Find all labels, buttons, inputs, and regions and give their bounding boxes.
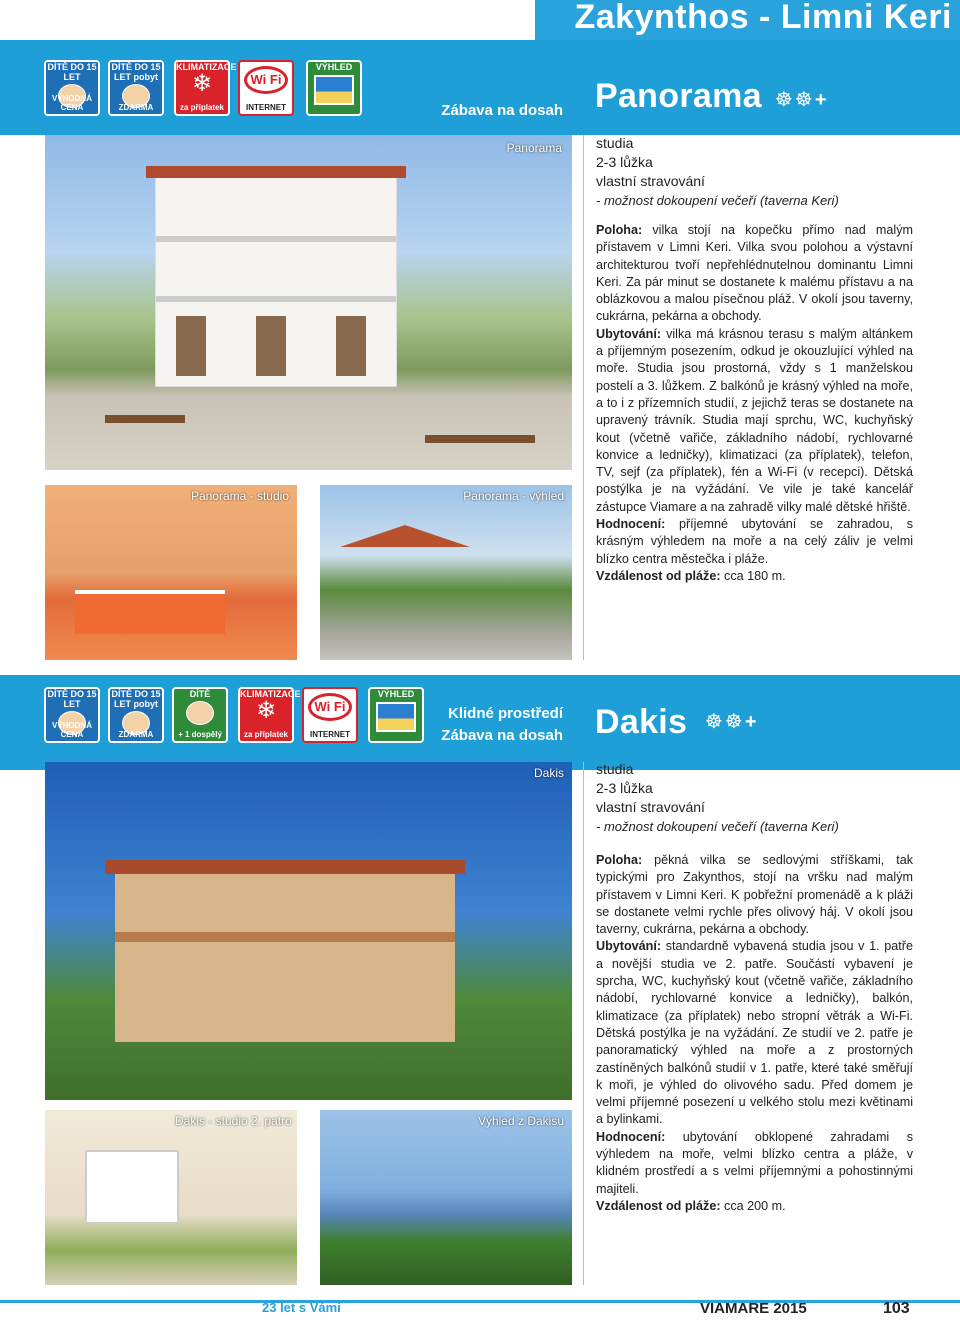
- panorama-studio-photo: [45, 485, 297, 660]
- page-title: Zakynthos - Limni Keri: [574, 0, 952, 36]
- wifi-icon: Wi Fi: [308, 693, 352, 721]
- section-label: Hodnocení:: [596, 517, 666, 532]
- badge-wifi: Wi Fi INTERNET: [238, 60, 294, 116]
- photo-caption: Panorama - výhled: [463, 489, 564, 503]
- badge-sea-view: VÝHLED: [306, 60, 362, 116]
- dakis-description: [596, 852, 913, 1215]
- gazebo-roof: [340, 525, 470, 547]
- room-type: studia: [596, 135, 634, 151]
- section-label: Ubytování:: [596, 326, 662, 341]
- badge-air-conditioning: KLIMATIZACE ❄ za příplatek: [238, 687, 294, 743]
- section-text: vilka stojí na kopečku přímo nad malým přístavem v Limni Keri. Vilka svou polohou a výstavní architekturou tvoří nepřehlédnutelnou dominantu Limni Keri. Za pár minut se dostanete k malému přístavu a na oblázkovou a malou písečnou pláž. V okolí jsou taverny, cukrárna, pekárna a obchody.: [596, 223, 913, 324]
- photo-caption: Dakis - studio 2. patro: [175, 1114, 292, 1128]
- section-label: Poloha:: [596, 853, 643, 867]
- dakis-header-bar: [0, 675, 960, 770]
- section-text: pěkná vilka se sedlovými stříškami, tak typickými pro Zakynthos, stojí na vršku nad malým přístavem v Limni Keri. K pobřežní promenádě a k pláži se dostanete velmi rychle přes olivový háj. V okolí jsou taverny, cukrárna, pekárna a obchody.: [596, 853, 913, 937]
- dakis-info: [596, 760, 916, 836]
- board: vlastní stravování: [596, 173, 705, 189]
- dakis-main-photo: [45, 762, 572, 1100]
- section-label: Ubytování:: [596, 939, 662, 954]
- photo-caption: Panorama - studio: [190, 489, 289, 503]
- section-label: Vzdálenost od pláže:: [596, 568, 721, 583]
- snowflake-icon: ❄: [255, 697, 277, 724]
- dakis-hotel-name: Dakis: [595, 703, 688, 741]
- badge-child-discount: DÍTĚ DO 15 LET VÝHODNÁ CENA: [44, 687, 100, 743]
- panorama-hotel-name: Panorama: [595, 77, 762, 115]
- section-label: Hodnocení:: [596, 1129, 666, 1144]
- section-label: Vzdálenost od pláže:: [596, 1198, 721, 1213]
- footer-brand: VIAMARE 2015: [700, 1300, 807, 1317]
- panorama-view-photo: [320, 485, 572, 660]
- bed: [75, 590, 225, 634]
- section-text: ubytování obklopené zahradami s výhledem na moře, velmi blízko centra a pláže, v klidném prostředí a s velmi příjemnými a pohostinnými majiteli.: [596, 1129, 913, 1196]
- board-note: - možnost dokoupení večeří (taverna Keri): [596, 819, 839, 834]
- section-text: příjemné ubytování se zahradou, s krásným výhledem na moře a na celý záliv je velmi blízko centra městečka i pláže.: [596, 517, 913, 566]
- board-note: - možnost dokoupení večeří (taverna Keri): [596, 193, 839, 208]
- panorama-main-photo: [45, 135, 572, 470]
- window: [85, 1150, 179, 1224]
- badge-child-free: DÍTĚ DO 15 LET pobyt ZDARMA: [108, 687, 164, 743]
- dakis-view-photo: [320, 1110, 572, 1285]
- badge-child-plus-adult: DÍTĚ + 1 dospělý: [172, 687, 228, 743]
- patio-table: [425, 435, 535, 443]
- villa-building: [155, 175, 397, 387]
- dakis-star-rating: ☸☸+: [705, 711, 759, 733]
- page-number: 103: [883, 1300, 910, 1317]
- footer-slogan: 23 let s Vámi: [262, 1300, 341, 1315]
- patio-table: [105, 415, 185, 423]
- room-type: studia: [596, 761, 634, 777]
- villa-roof: [146, 166, 406, 178]
- photo-caption: Dakis: [533, 766, 564, 780]
- family-icon: [186, 701, 214, 725]
- snowflake-icon: ❄: [191, 70, 213, 97]
- badge-child-discount: DÍTĚ DO 15 LET VÝHODNÁ CENA: [44, 60, 100, 116]
- section-text: cca 200 m.: [720, 1198, 786, 1213]
- dakis-studio-photo: [45, 1110, 297, 1285]
- villa-building: [115, 872, 455, 1042]
- beds: 2-3 lůžka: [596, 154, 653, 170]
- section-text: vilka má krásnou terasu s malým altánkem a příjemným posezením, odkud je okouzlující výhled na moře. Studia jsou prostorná, vždy s 1 manželskou postelí a 3. lůžkem. Z balkónů je krásný výhled na moře, a to i z přízemních studií, z jejichž teras se dostanete na upravený trávník. Studia mají sprchu, WC, kuchyňský kout (včetně vařiče, základního nádobí, rychlovarné konvice a ledničky), klimatizaci (za příplatek), telefon, TV, sejf (za příplatek), fén a Wi-Fi (v recepci). Dětská postýlka je na vyžádání. Ve vile je také kancelář zástupce Viamare a na zahradě vilky malé dětské hřiště.: [596, 326, 913, 514]
- villa-roof: [105, 860, 465, 874]
- panorama-star-rating: ☸☸+: [775, 89, 829, 111]
- photo-caption: Výhled z Dakisu: [477, 1114, 564, 1128]
- badge-sea-view: VÝHLED: [368, 687, 424, 743]
- panorama-slogan: Zábava na dosah: [441, 102, 563, 119]
- dakis-slogan: Klidné prostředí Zábava na dosah: [441, 705, 563, 744]
- footer-rule: [0, 1300, 960, 1303]
- panorama-info: [596, 134, 916, 210]
- section-label: Poloha:: [596, 223, 643, 237]
- sea-view-icon: [376, 702, 416, 732]
- panorama-header-bar: [0, 40, 960, 135]
- badge-wifi: Wi Fi INTERNET: [302, 687, 358, 743]
- sea-view-icon: [314, 75, 354, 105]
- section-text: cca 180 m.: [720, 568, 786, 583]
- beds: 2-3 lůžka: [596, 780, 653, 796]
- panorama-description: [596, 222, 913, 585]
- badge-child-free: DÍTĚ DO 15 LET pobyt ZDARMA: [108, 60, 164, 116]
- photo-caption: Panorama: [506, 141, 562, 155]
- wifi-icon: Wi Fi: [244, 66, 288, 94]
- board: vlastní stravování: [596, 799, 705, 815]
- section-text: standardně vybavená studia jsou v 1. patře a novější studia ve 2. patře. Součástí vybavení je sprcha, WC, kuchyňský kout (včetně vařiče, základního nádobí, rychlovarné konvice a ledničky), balkón, klimatizace (za příplatek) nebo stropní větrák a Wi-Fi. Dětská postýlka je na vyžádání. Ze studií ve 2. patře je panoramatický výhled na moře a z prostorných zastíněných balkónů studií v 1. patře, které také směřují k moři, je výhled do olivového sadu. Před domem je velmi příjemné posezení u velkého stolu mezi květinami a bylinkami.: [596, 939, 913, 1127]
- badge-air-conditioning: KLIMATIZACE ❄ za příplatek: [174, 60, 230, 116]
